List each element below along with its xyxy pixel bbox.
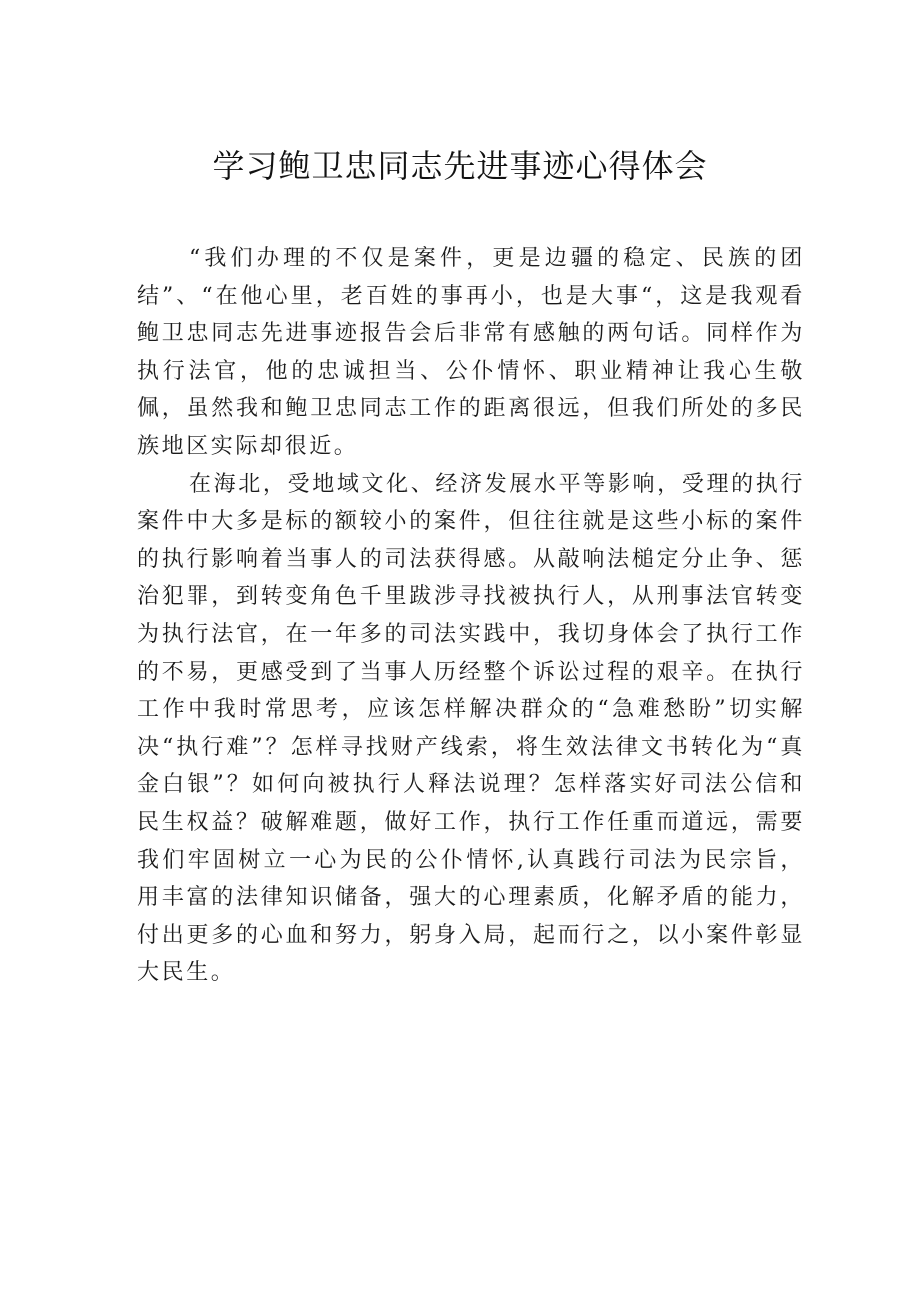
paragraph-1: “我们办理的不仅是案件，更是边疆的稳定、民族的团结”、“在他心里，老百姓的事再小，也是大事“，这是我观看鲍卫忠同志先进事迹报告会后非常有感触的两句话。同样作为执行法官，他的忠诚担当、公仆情怀、职业精神让我心生敬佩，虽然我和鲍卫忠同志工作的距离很远，但我们所处的多民族地区实际却很近。 xyxy=(137,246,805,459)
document-body xyxy=(137,240,805,992)
paragraph-2: 在海北，受地域文化、经济发展水平等影响，受理的执行案件中大多是标的额较小的案件，但往往就是这些小标的案件的执行影响着当事人的司法获得感。从敲响法槌定分止争、惩治犯罪，到转变角色千里跋涉寻找被执行人，从刑事法官转变为执行法官，在一年多的司法实践中，我切身体会了执行工作的不易，更感受到了当事人历经整个诉讼过程的艰辛。在执行工作中我时常思考，应该怎样解决群众的“急难愁盼”切实解决“执行难”？怎样寻找财产线索，将生效法律文书转化为“真金白银”？如何向被执行人释法说理？怎样落实好司法公信和民生权益？破解难题，做好工作，执行工作任重而道远，需要我们牢固树立一心为民的公仆情怀,认真践行司法为民宗旨，用丰富的法律知识储备，强大的心理素质，化解矛盾的能力，付出更多的心血和努力，躬身入局，起而行之，以小案件彰显大民生。 xyxy=(137,471,805,986)
document-title: 学习鲍卫忠同志先进事迹心得体会 xyxy=(212,147,708,185)
